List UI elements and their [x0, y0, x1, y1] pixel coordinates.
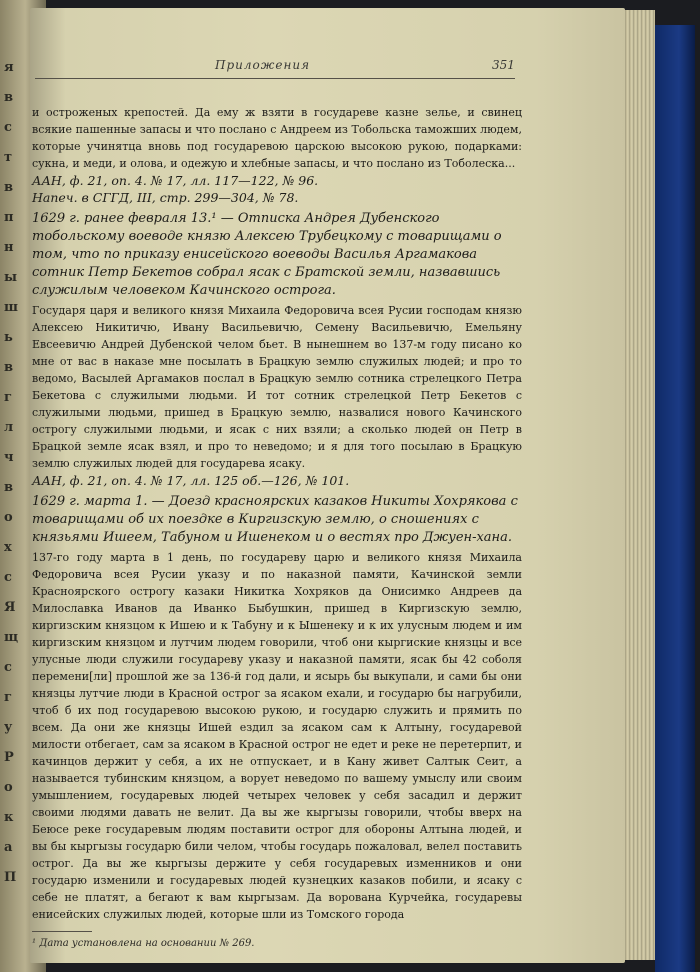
left-page-text-fragment: п — [4, 210, 14, 225]
header-rule — [35, 78, 515, 79]
archive-reference: ААН, ф. 21, оп. 4. № 17, лл. 125 об.—126, № 101. — [32, 473, 350, 488]
left-page-text-fragment: о — [4, 780, 13, 795]
left-page-text-fragment: с — [4, 660, 12, 675]
text-block: 137-го году марта в 1 день, по государеву царю и великого князя Михаила Федоровича всея Русии указу и по наказной памяти, Качинской земли Красноярского острогу казаки Никитка Хохряков да Онисимко Андреев да Милославка Иванов да Иванко Быбушкин, пришед в Киргизскую землю, киргизским князцом к Ишею и к Табуну и к Ышенеку и к их улусным людем и им киргизским князцом и лутчим людем говорили, чтоб они кыргиские князцы и все улусные люди служили государеву указу и наказной памяти, ясак бы 42 соболя перемени[ли] прошлой же за 136-й год дали, и ясырь бы выкупали, и сами бы они князцы лутчие люди в Красной острог за ясаком ехали, и государю бы нагрубили, чтоб б их под государевою высокою рукою, и государю служить и прямить по всем. Да они же князцы Ишей ездил за ясаком сам к Алтыну, государевой милости отбегает, сам за ясаком в Красной острог не едет и реке не перетерпит, и качинцов держит у себя, а их не отпускает, и в Кану живет Салтык Сеит, а называется тубинским князцом, а ворует неведомо по вашему умыслу или своим умышлением, государевых людей четырех человек у себя засадил и держит своими людями давать не велит. Да вы же кыргызы говорили, чтобы вверх на Беюсе реке государевым людям поставити острог для обороны Алтына людей, и вы бы кыргызы государю били челом, чтобы государь пожаловал, велел поставить острог. Да вы же кыргызы держите у себя государевых изменников и они государю изменили и государевых людей кузнецких казаков побили, и ясаку с себе не платят, а бегают к вам кыргызам. Да ворована Курчейка, государевы енисейских служилых людей, которые шли из Томского города — [32, 551, 522, 921]
publication-reference: Напеч. в СГГД, III, стр. 299—304, № 78. — [32, 190, 299, 205]
left-page-text-fragment: ч — [4, 450, 14, 465]
archive-reference: ААН, ф. 21, оп. 4. № 17, лл. 117—122, № 96. — [32, 173, 319, 188]
left-page-text-fragment: а — [4, 840, 13, 855]
left-page-text-fragment: г — [4, 390, 12, 405]
left-page-text-fragment: н — [4, 240, 14, 255]
left-page-text-fragment: Р — [4, 750, 14, 765]
text-block: и остроженых крепостей. Да ему ж взяти в государеве казне зелье, и свинец всякие пашенные запасы и что послано с Андреем из Тобольска таможших людем, которые учинятца вновь под государевою царскою высокою рукою, подарками: сукна, и меди, и олова, и одежую и хлебные запасы, и что послано из Тоболеска... — [32, 106, 522, 170]
text-block: Государя царя и великого князя Михаила Федоровича всея Русии господам князю Алексею Никитичю, Ивану Васильевичю, Семену Васильевичю, Емельяну Евсеевичю Андрей Дубенской челом бьет. В нынешнем во 137-м году писано ко мне от вас в наказе мне посылать в Брацкую землю служилых людей; и про то ведомо, Васылей Аргамаков послал в Брацкую землю сотника стрелецкого Петра Бекетова с служилыми людьми. И тот сотник стрелецкой Петр Бекетов с служилыми людьми, пришед в Брацкую землю, назвалися нового Качинского острогу служилыми людьми, и ясак с них взяли; а сколько людей он Петр в Брацкой земле ясак взял, и про то неведомо; и я для того посылаю в Брацкую землю служилых людей для государева ясаку. — [32, 304, 522, 470]
left-page-text-fragment: Я — [4, 600, 16, 615]
left-page-text-fragment: о — [4, 510, 13, 525]
left-page-text-fragment: к — [4, 810, 14, 825]
left-page-text-fragment: т — [4, 150, 13, 165]
left-page-text-fragment: я — [4, 60, 14, 75]
left-page-text-fragment: г — [4, 690, 12, 705]
running-head: Приложения — [215, 58, 311, 72]
book-cover — [655, 25, 695, 972]
left-page-text-fragment: в — [4, 180, 14, 195]
page-number: 351 — [492, 58, 515, 72]
footnote: ¹ Дата установлена на основании № 269. — [32, 938, 255, 949]
left-page-text-fragment: у — [4, 720, 13, 735]
document-heading: 1629 г. ранее февраля 13.¹ — Отписка Андрея Дубенского тобольскому воеводе князю Алексею Трубецкому с товарищами о том, что по приказу енисейского воеводы Василья Аргамакова сотник Петр Бекетов собрал ясак с Братской земли, назвавшись служилым человеком Качинского острога. — [32, 211, 502, 298]
left-page-text-fragment: щ — [4, 630, 19, 645]
left-page-text-fragment: с — [4, 120, 12, 135]
left-page-text-fragment: в — [4, 480, 14, 495]
page-header — [30, 56, 625, 76]
left-page-text-fragment: с — [4, 570, 12, 585]
left-page-text-fragment: ш — [4, 300, 18, 315]
left-page-text-fragment: х — [4, 540, 12, 555]
book-page — [30, 8, 625, 963]
left-page-text-fragment: л — [4, 420, 14, 435]
document-heading: 1629 г. марта 1. — Доезд красноярских казаков Никиты Хохрякова с товарищами об их поездке в Киргизскую землю, о сношениях с князьями Ишеем, Табуном и Ишенеком и о вестях про Джуен-хана. — [32, 494, 518, 545]
left-page-text-fragment: в — [4, 90, 14, 105]
left-page-text-fragment: в — [4, 360, 14, 375]
left-page-text-fragment: ь — [4, 330, 13, 345]
page-body — [32, 104, 522, 959]
left-page-text-fragment: П — [4, 870, 17, 885]
left-page-text-fragment: ы — [4, 270, 18, 285]
footnote-rule — [32, 931, 92, 932]
